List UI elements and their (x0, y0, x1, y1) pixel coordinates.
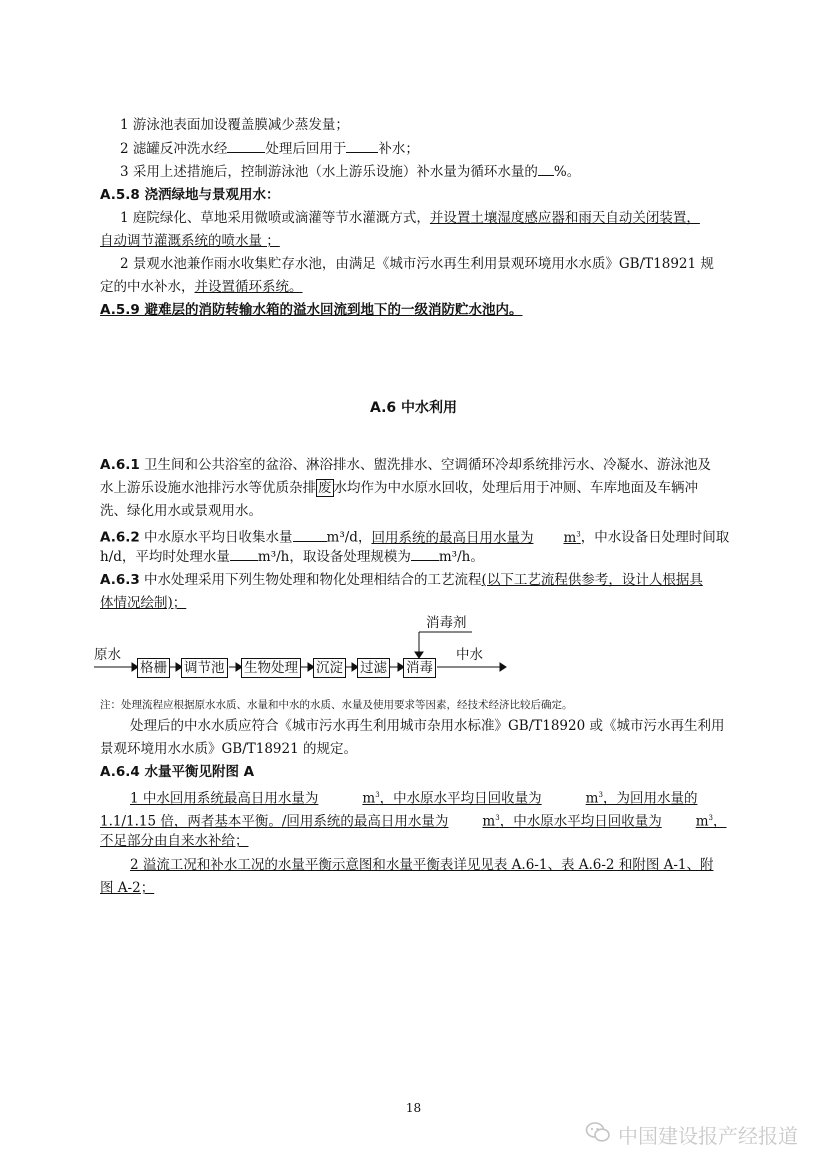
backwash-item: 2 滤罐反冲洗水经 处理后回用于 补水； (120, 141, 419, 157)
irrigation-item: 1 庭院绿化、草地采用微喷或滴灌等节水灌溉方式，并设置土壤湿度感应器和雨天自动关闭装置， (120, 210, 700, 226)
flow-step-screen: 格栅 (137, 658, 170, 678)
flow-step-biological: 生物处理 (241, 658, 301, 678)
a61-line2: 水上游乐设施水池排污水等优质杂排 废 水均作为中水原水回收，处理后用于冲厕、车库地面及车辆冲 (100, 480, 698, 496)
a61-line1: A.6.1 卫生间和公共浴室的盆浴、淋浴排水、盥洗排水、空调循环冷却系统排污水、冷凝水、游泳池及 (100, 457, 712, 473)
irrigation-item-cont: 自动调节灌溉系统的喷水量 ； (100, 233, 280, 249)
quality-line2: 景观环境用水水质》GB/T18921 的规定。 (100, 741, 357, 757)
makeup-ratio-item: 3 采用上述措施后，控制游泳池（水上游乐设施）补水量为循环水量的 %。 (120, 164, 581, 180)
reclaimed-water-label: 中水 (456, 647, 483, 663)
a62-line1: A.6.2 中水原水平均日收集水量 m³/d，回用系统的最高日用水量为 $m^3$，中水设备日处理时间取 (100, 529, 730, 546)
a64-item1-line1: 1 中水回用系统最高日用水量为 $m^3$，中水原水平均日回收量为 $m^3$，为回用水量的 (130, 790, 698, 807)
a63-line1: A.6.3 中水处理采用下列生物处理和物化处理相结合的工艺流程(以下工艺流程供参考，设计人根据具 (100, 572, 703, 588)
raw-water-label: 原水 (94, 647, 121, 663)
section-a58-title: A.5.8 浇洒绿地与景观用水： (100, 187, 280, 203)
disinfectant-label: 消毒剂 (426, 615, 467, 631)
flow-step-sedimentation: 沉淀 (313, 658, 346, 678)
landscape-pool-item: 2 景观水池兼作雨水收集贮存水池，由满足《城市污水再生利用景观环境用水水质》GB/T18921 规 (120, 256, 714, 272)
section-a6-heading: A.6 中水利用 (369, 400, 458, 416)
a63-line2: 体情况绘制)； (100, 595, 187, 611)
a64-item1-line3: 不足部分由自来水补给； (100, 833, 249, 849)
wechat-icon (585, 1121, 611, 1143)
page-number: 18 (405, 1101, 422, 1115)
section-a59-title: A.5.9 避难层的消防转输水箱的溢水回流到地下的一级消防贮水池内。 (100, 302, 523, 318)
flow-step-filtration: 过滤 (357, 658, 390, 678)
flow-step-equalization: 调节池 (181, 658, 228, 678)
flow-note: 注：处理流程应根据原水水质、水量和中水的水质、水量及使用要求等因素，经技术经济比较后确定。 (100, 699, 573, 711)
a61-line3: 洗、绿化用水或景观用水。 (100, 503, 262, 519)
a64-item2-line2: 图 A-2； (100, 880, 155, 896)
a62-line2: h/d，平均时处理水量 m³/h，取设备处理规模为 m³/h。 (100, 549, 484, 565)
watermark: 中国建设报产经报道 (618, 1124, 798, 1148)
pool-cover-item: 1 游泳池表面加设覆盖膜减少蒸发量； (120, 117, 349, 133)
landscape-pool-item-cont: 定的中水补水，并设置循环系统。 (100, 279, 303, 295)
a64-item1-line2: 1.1/1.15 倍，两者基本平衡。/回用系统的最高日用水量为 $m^3$，中水原水平均日回收量为 $m^3$， (100, 813, 727, 830)
a64-title: A.6.4 水量平衡见附图 A (100, 764, 255, 780)
a64-item2-line1: 2 溢流工况和补水工况的水量平衡示意图和水量平衡表详见见表 A.6-1、表 A.6-2 和附图 A-1、附 (130, 857, 714, 873)
flow-step-disinfection: 消毒 (403, 658, 436, 678)
quality-line1: 处理后的中水水质应符合《城市污水再生利用城市杂用水标准》GB/T18920 或《城市污水再生利用 (130, 718, 725, 734)
